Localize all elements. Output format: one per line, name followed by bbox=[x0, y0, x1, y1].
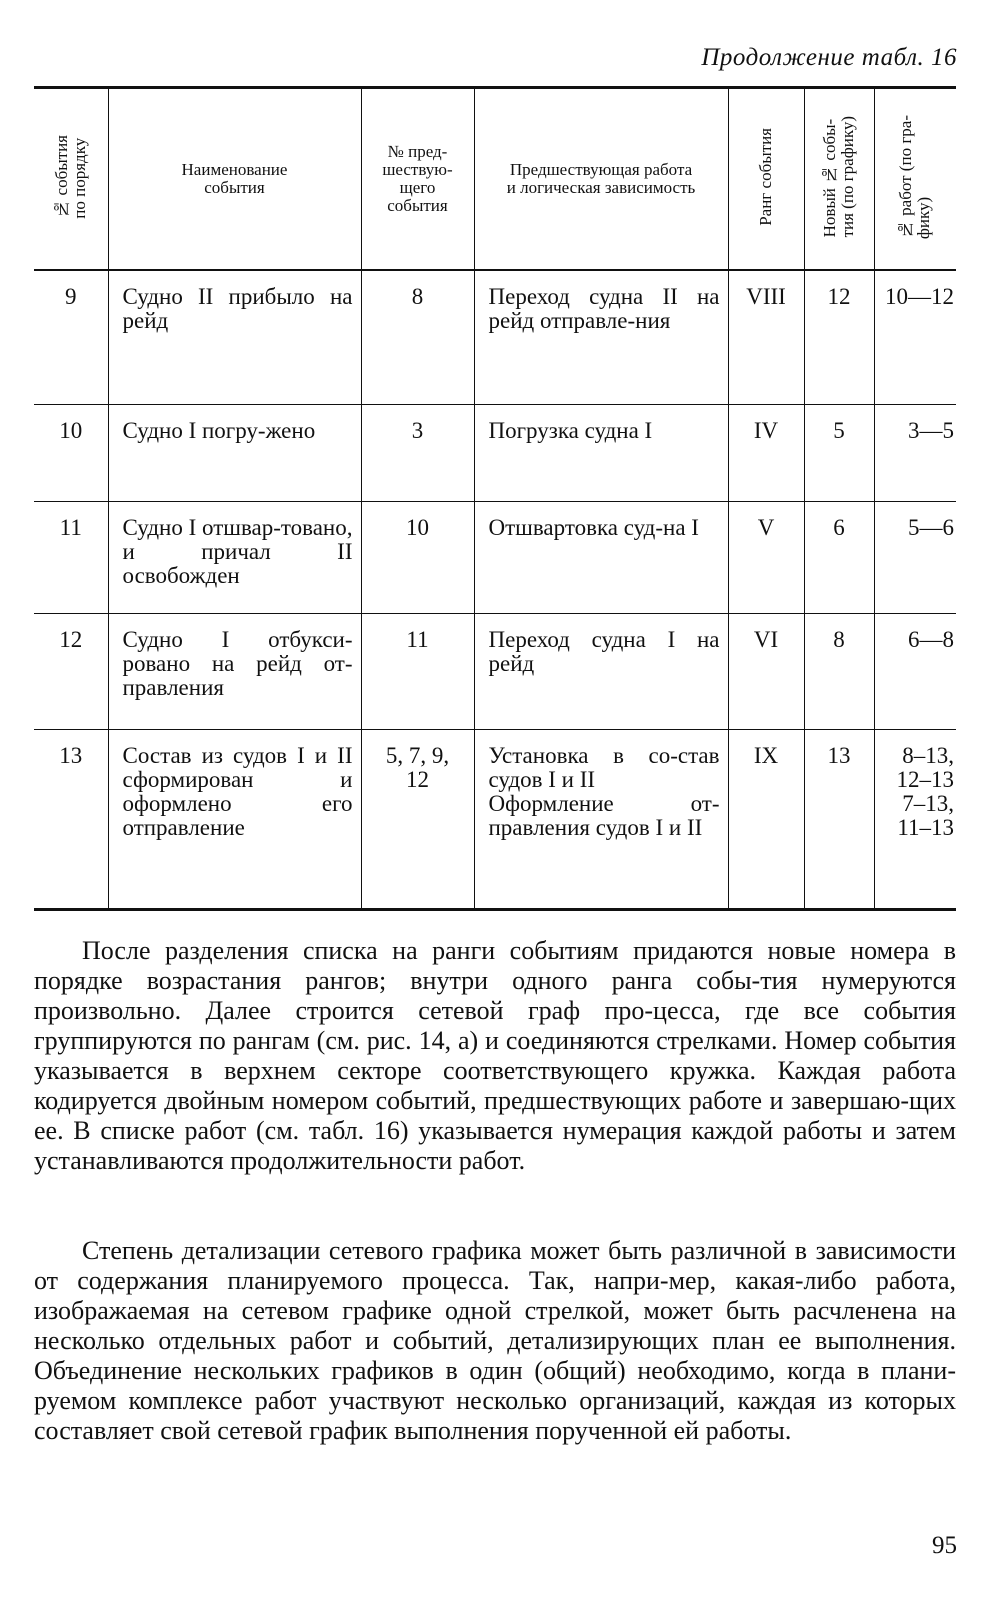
cell-event-rank: V bbox=[728, 501, 804, 613]
cell-predecessor-number: 5, 7, 9, 12 bbox=[361, 729, 474, 909]
cell-predecessor-number: 3 bbox=[361, 404, 474, 501]
cell-new-event-number: 8 bbox=[804, 613, 874, 729]
table-row bbox=[34, 613, 956, 729]
header-event-rank: Ранг события bbox=[728, 88, 804, 271]
cell-event-number: 11 bbox=[34, 501, 108, 613]
cell-event-name: Судно I отбукси-ровано на рейд от-правления bbox=[108, 613, 361, 729]
cell-event-number: 12 bbox=[34, 613, 108, 729]
cell-event-rank: IV bbox=[728, 404, 804, 501]
cell-event-number: 13 bbox=[59, 742, 83, 768]
cell-event-rank: VIII bbox=[728, 270, 804, 404]
header-event-number: № события по порядку bbox=[34, 88, 108, 271]
cell-predecessor-number: 10 bbox=[361, 501, 474, 613]
body-paragraph: Степень детализации сетевого графика может быть различной в зависимости от содержания планируемого процесса. Так, напри-мер, какая-либо работа, изображаемая на сетевом графике одной стрелкой, может быть расчленена на несколько отдельных работ и событий, детализирующих план ее выполнения. Объединение нескольких графиков в один (общий) необходимо, когда в плани-руемом комплексе работ участвуют несколько организаций, каждая из которых составляет свой сетевой график выполнения порученной ей работы. bbox=[34, 1236, 956, 1445]
page-number: 95 bbox=[932, 1532, 957, 1559]
cell-predecessor-work: Переход судна II на рейд отправле-ния bbox=[474, 270, 728, 404]
cell-event-number: 10 bbox=[34, 404, 108, 501]
cell-predecessor-work: Установка в со-став судов I и II Оформление от-правления судов I и II bbox=[474, 729, 728, 909]
header-predecessor-number: № пред- шествую- щего события bbox=[361, 88, 474, 271]
table-row bbox=[34, 501, 956, 613]
cell-new-event-number: 6 bbox=[804, 501, 874, 613]
cell-predecessor-work: Погрузка судна I bbox=[474, 404, 728, 501]
cell-work-codes: 3—5 bbox=[874, 404, 956, 501]
cell-event-name: Состав из судов I и II сформирован и оформлено его отправление bbox=[108, 729, 361, 909]
cell-event-name: Судно I погру-жено bbox=[108, 404, 361, 501]
table-row bbox=[34, 404, 956, 501]
table-row bbox=[34, 270, 956, 404]
cell-event-name: Судно I отшвар-товано, и причал II освобожден bbox=[108, 501, 361, 613]
cell-work-codes: 10—12 bbox=[874, 270, 956, 404]
cell-predecessor-work: Отшвартовка суд-на I bbox=[474, 501, 728, 613]
cell-event-name: Судно II прибыло на рейд bbox=[108, 270, 361, 404]
cell-event-rank: IX bbox=[728, 729, 804, 909]
body-paragraph: После разделения списка на ранги событиям придаются новые номера в порядке возрастания рангов; внутри одного ранга собы-тия нумеруются произвольно. Далее строится сетевой граф про-цесса, где все события группируются по рангам (см. рис. 14, а) и соединяются стрелками. Номер события указывается в верхнем секторе соответствующего кружка. Каждая работа кодируется двойным номером событий, предшествующих работе и завершаю-щих ее. В списке работ (см. табл. 16) указывается нумерация каждой работы и затем устанавливаются продолжительности работ. bbox=[34, 936, 956, 1175]
cell-predecessor-number: 8 bbox=[361, 270, 474, 404]
events-table bbox=[34, 86, 956, 911]
table-continuation-caption: Продолжение табл. 16 bbox=[701, 44, 957, 71]
cell-work-codes: 6—8 bbox=[874, 613, 956, 729]
cell-work-codes: 5—6 bbox=[874, 501, 956, 613]
cell-new-event-number: 5 bbox=[804, 404, 874, 501]
cell-work-codes: 8–13, 12–13 7–13, 11–13 bbox=[874, 729, 956, 909]
cell-new-event-number: 13 bbox=[804, 729, 874, 909]
header-work-codes: № работ (по гра- фику) bbox=[874, 88, 956, 271]
header-new-event-number: Новый № собы- тия (по графику) bbox=[804, 88, 874, 271]
header-predecessor-work: Предшествующая работа и логическая зависимость bbox=[474, 88, 728, 271]
cell-predecessor-work: Переход судна I на рейд bbox=[474, 613, 728, 729]
table-header-row bbox=[34, 88, 956, 271]
table-row bbox=[34, 729, 956, 909]
cell-predecessor-number: 11 bbox=[361, 613, 474, 729]
header-event-name: Наименование события bbox=[108, 88, 361, 271]
cell-event-rank: VI bbox=[728, 613, 804, 729]
cell-new-event-number: 12 bbox=[804, 270, 874, 404]
cell-event-number: 9 bbox=[34, 270, 108, 404]
